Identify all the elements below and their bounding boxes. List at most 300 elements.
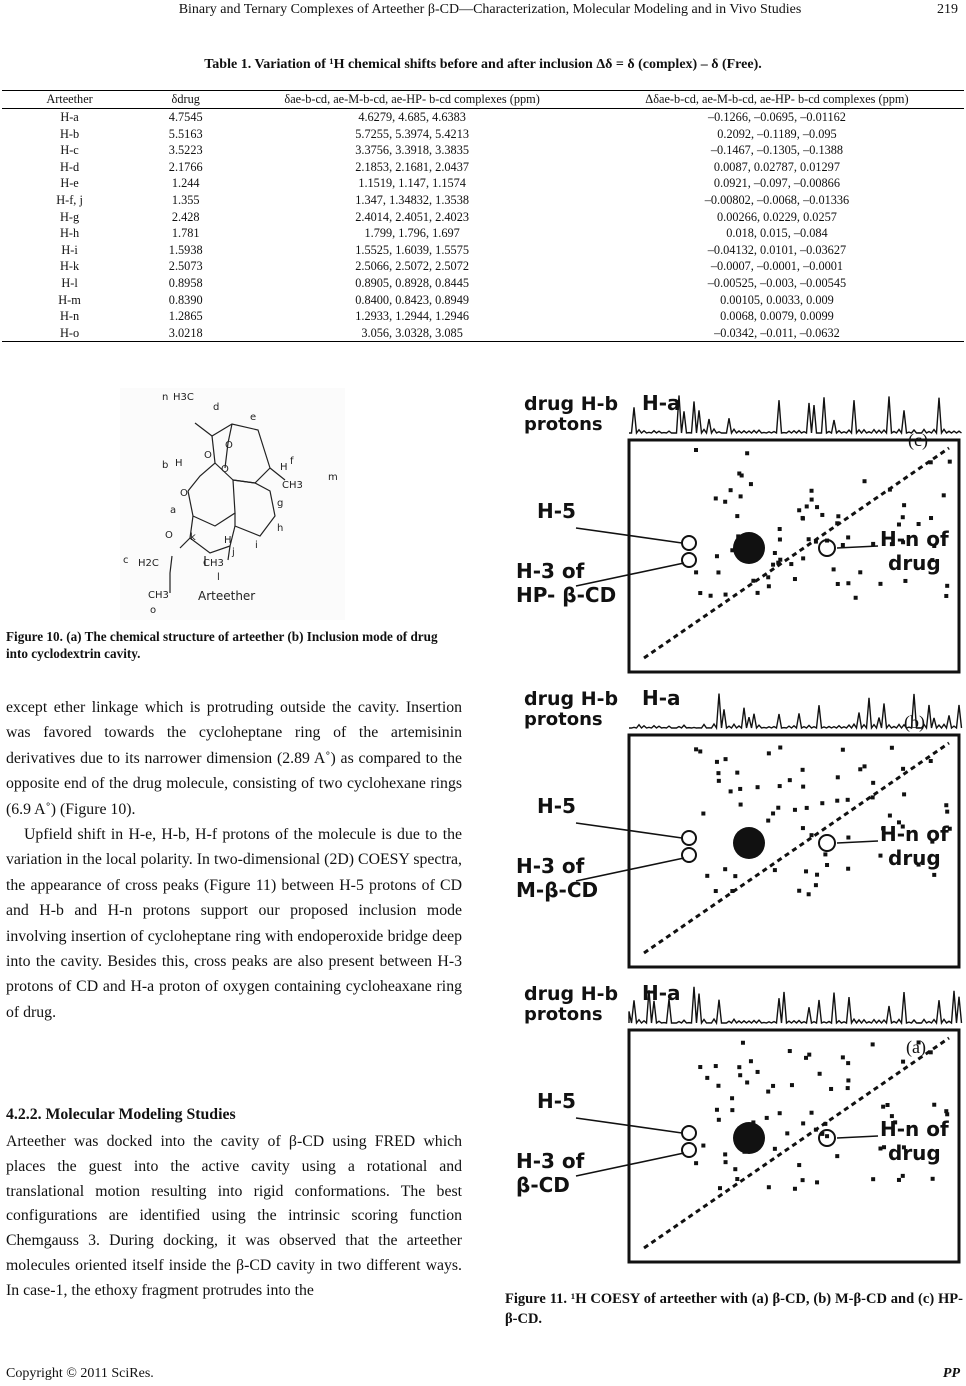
table-cell: 4.6279, 4.685, 4.6383 bbox=[358, 110, 466, 124]
cross-peak bbox=[815, 505, 819, 509]
central-peak bbox=[733, 827, 765, 859]
label-hn-drug: drug bbox=[888, 551, 941, 575]
cross-peak bbox=[730, 1108, 734, 1112]
page-footer bbox=[6, 1366, 960, 1382]
cross-peak bbox=[881, 1105, 885, 1109]
label-f: f bbox=[290, 456, 294, 467]
cross-peak bbox=[886, 1103, 890, 1107]
table-row bbox=[2, 258, 964, 275]
cross-peak bbox=[723, 867, 727, 871]
table-cell: H-m bbox=[58, 292, 81, 307]
cross-peak bbox=[863, 479, 867, 483]
cross-peak bbox=[701, 812, 705, 816]
cross-peak bbox=[846, 1061, 850, 1065]
cross-peak bbox=[846, 1086, 850, 1090]
cross-peak bbox=[805, 504, 809, 508]
label-a: a bbox=[170, 505, 177, 516]
cross-peak bbox=[945, 584, 949, 588]
cross-peak bbox=[776, 806, 780, 810]
cross-peak bbox=[932, 1103, 936, 1107]
label-protons: protons bbox=[524, 414, 603, 435]
table-cell: 1.2933, 1.2944, 1.2946 bbox=[355, 309, 469, 324]
cross-peak bbox=[815, 873, 819, 877]
cross-peak bbox=[801, 1178, 805, 1182]
cross-peak bbox=[735, 514, 739, 518]
table-cell: 0.8905, 0.8928, 0.8445 bbox=[355, 275, 469, 290]
cross-peak bbox=[717, 779, 721, 783]
table-cell: 3.3756, 3.3918, 3.3835 bbox=[355, 143, 469, 158]
cross-peak bbox=[737, 1065, 741, 1069]
cross-peak bbox=[944, 803, 948, 807]
cross-peak bbox=[917, 522, 921, 526]
label-hn-of: H-n of bbox=[880, 527, 949, 551]
cross-peak bbox=[716, 570, 720, 574]
cross-peak bbox=[854, 596, 858, 600]
cross-peak bbox=[929, 1050, 933, 1054]
cross-peak bbox=[814, 883, 818, 887]
label-ha: H-a bbox=[642, 981, 681, 1005]
cross-peak bbox=[810, 833, 814, 837]
cross-peak bbox=[823, 852, 827, 856]
label-e: e bbox=[250, 412, 257, 423]
label-h5: H-5 bbox=[537, 499, 576, 523]
table-cell: 0.0068, 0.0079, 0.0099 bbox=[720, 309, 834, 324]
header-delta-complexes: δae-b-cd, ae-M-b-cd, ae-HP- b-cd complexes (ppm) bbox=[234, 91, 590, 109]
table-cell: 1.347, 1.34832, 1.3538 bbox=[355, 192, 469, 207]
cross-peak bbox=[788, 1049, 792, 1053]
central-peak bbox=[733, 532, 765, 564]
cross-peak bbox=[836, 775, 840, 779]
cross-peak bbox=[737, 471, 741, 475]
cross-peak bbox=[739, 494, 743, 498]
header-arteether: Arteether bbox=[2, 91, 137, 109]
cross-peak bbox=[716, 771, 720, 775]
table-cell: H-d bbox=[59, 159, 80, 174]
table-row bbox=[2, 175, 964, 192]
label-n: n bbox=[162, 392, 169, 403]
paragraph-2: Upfield shift in H-e, H-b, H-f protons of the molecule is due to the variation in the local polarity. In two-dimensional (2D) COESY spectra, the appearance of cross peaks (Figure 11) between H-5 protons of CD and H-b and H-n protons support our proposed inclusion mode involving insertion of cycloheptane ring with endoperoxide bridge deep into the cavity. Besides this, cross peaks are also present between H-3 protons of CD and H-a proton of oxygen containing cycloheaxane ring of drug. bbox=[6, 826, 462, 1021]
cross-peak bbox=[801, 826, 805, 830]
cross-peak bbox=[778, 527, 782, 531]
cross-peak bbox=[705, 874, 709, 878]
table-row bbox=[2, 192, 964, 209]
paragraph-1: except ether linkage which is protruding outside the cavity. Insertion was favored towards the cycloheptane ring of the artemisinin derivatives due to its narrower dimension (2.89 A˚) as compared to the opposite end of the drug molecule, consisting of two cyclohexane rings (6.9 A˚) (Figure 10). bbox=[6, 699, 462, 818]
cross-peak bbox=[778, 784, 782, 788]
label-hn-of: H-n of bbox=[880, 1117, 949, 1141]
table-cell: 1.5525, 1.6039, 1.5575 bbox=[355, 242, 469, 257]
label-cd: HP- β-CD bbox=[516, 583, 617, 607]
cross-peak bbox=[878, 854, 882, 858]
cross-peak bbox=[715, 1108, 719, 1112]
body-text-left-2 bbox=[6, 1130, 462, 1304]
cross-peak bbox=[846, 836, 850, 840]
panel-letter: (b) bbox=[904, 712, 925, 732]
cross-peak bbox=[888, 488, 892, 492]
cross-peak bbox=[793, 1187, 797, 1191]
cross-peak bbox=[871, 1177, 875, 1181]
cross-peak bbox=[756, 1070, 760, 1074]
table-row bbox=[2, 209, 964, 226]
table-cell: 3.0218 bbox=[137, 325, 234, 342]
table-cell: H-o bbox=[2, 325, 137, 342]
cross-peak bbox=[829, 1087, 833, 1091]
label-cd: β-CD bbox=[516, 1173, 570, 1197]
cross-peak bbox=[733, 874, 737, 878]
table-1 bbox=[2, 90, 964, 342]
running-title: Binary and Ternary Complexes of Arteether β-CD—Characterization, Molecular Modeling and in Vivo Studies bbox=[178, 2, 802, 17]
table-cell: 3.5223 bbox=[168, 143, 203, 158]
cross-peak bbox=[756, 591, 760, 595]
cross-peak bbox=[820, 801, 824, 805]
cross-peak bbox=[807, 892, 811, 896]
table-cell: 0.8958 bbox=[168, 275, 203, 290]
cross-peak bbox=[714, 889, 718, 893]
cross-peak bbox=[715, 760, 719, 764]
label-ch3-m: CH3 bbox=[282, 480, 303, 491]
cross-peak bbox=[846, 798, 850, 802]
cross-peak bbox=[814, 540, 818, 544]
label-h5: H-5 bbox=[537, 1089, 576, 1113]
cross-peak bbox=[871, 795, 875, 799]
label-g: g bbox=[277, 498, 284, 509]
cross-peak bbox=[749, 1059, 753, 1063]
label-l: l bbox=[217, 572, 220, 583]
label-h-j: H bbox=[224, 535, 232, 546]
table-row bbox=[2, 225, 964, 242]
cross-peak bbox=[698, 1065, 702, 1069]
table-cell: –0.0342, –0.011, –0.0632 bbox=[590, 325, 964, 342]
cross-peak bbox=[815, 1180, 819, 1184]
cross-peak bbox=[841, 1055, 845, 1059]
table-cell: 2.5066, 2.5072, 2.5072 bbox=[355, 259, 469, 274]
cross-peak bbox=[863, 764, 867, 768]
cross-peak bbox=[902, 503, 906, 507]
cross-peak bbox=[846, 1078, 850, 1082]
label-h3c: H3C bbox=[173, 392, 194, 403]
table-cell: 5.5163 bbox=[168, 126, 203, 141]
table-row bbox=[2, 308, 964, 325]
label-drug-hb: drug H-b bbox=[524, 983, 619, 1005]
table-cell: –0.00802, –0.0068, –0.01336 bbox=[704, 192, 850, 207]
cross-peak bbox=[801, 516, 805, 520]
label-ha: H-a bbox=[642, 686, 681, 710]
cross-peak bbox=[785, 1131, 789, 1135]
table-cell: H-c bbox=[60, 143, 79, 158]
table-cell: 0.00266, 0.0229, 0.0257 bbox=[717, 209, 837, 224]
table-cell: H-i bbox=[61, 242, 78, 257]
cross-peak bbox=[723, 1152, 727, 1156]
cross-peak bbox=[724, 593, 728, 597]
cross-peak bbox=[832, 567, 836, 571]
cross-peak bbox=[767, 584, 771, 588]
cross-peak bbox=[814, 1128, 818, 1132]
cross-peak bbox=[878, 1147, 882, 1151]
table-cell: 1.5938 bbox=[168, 242, 203, 257]
label-ch3-l: CH3 bbox=[203, 558, 224, 569]
cross-peak bbox=[929, 516, 933, 520]
cross-peak bbox=[944, 1109, 948, 1113]
table-cell: 2.1853, 2.1681, 2.0437 bbox=[355, 159, 469, 174]
cross-peak bbox=[788, 778, 792, 782]
cross-peak bbox=[738, 1073, 742, 1077]
table-row bbox=[2, 109, 964, 126]
panel-letter: (c) bbox=[908, 430, 928, 450]
copyright-text: Copyright © 2011 SciRes. bbox=[6, 1366, 154, 1381]
cross-peak bbox=[745, 1080, 749, 1084]
page-number: 219 bbox=[937, 2, 958, 17]
cross-peak bbox=[738, 787, 742, 791]
cross-peak bbox=[735, 771, 739, 775]
cross-peak bbox=[797, 889, 801, 893]
cross-peak bbox=[723, 500, 727, 504]
label-ch3-o: CH3 bbox=[148, 590, 169, 601]
cross-peak bbox=[810, 498, 814, 502]
cross-peak bbox=[878, 582, 882, 586]
cross-peak bbox=[835, 521, 839, 525]
cross-peak bbox=[701, 1144, 705, 1148]
table-row bbox=[2, 126, 964, 143]
cross-peak bbox=[729, 488, 733, 492]
cross-peak bbox=[797, 1163, 801, 1167]
table-cell: 2.428 bbox=[171, 209, 200, 224]
label-o3: O bbox=[221, 464, 229, 475]
label-h3-of: H-3 of bbox=[516, 1149, 585, 1173]
table-cell: 0.00105, 0.0033, 0.009 bbox=[720, 292, 834, 307]
label-o5: O bbox=[165, 530, 173, 541]
table-cell: H-g bbox=[59, 209, 80, 224]
cross-peak bbox=[944, 594, 948, 598]
label-h: h bbox=[277, 523, 284, 534]
cross-peak bbox=[771, 1084, 775, 1088]
table-cell: H-n bbox=[59, 309, 80, 324]
label-c: c bbox=[123, 555, 129, 566]
cross-peak bbox=[931, 1177, 935, 1181]
cross-peak bbox=[766, 575, 770, 579]
label-m: m bbox=[328, 472, 338, 483]
journal-abbrev: PP bbox=[942, 1366, 960, 1381]
table-cell: H-e bbox=[60, 176, 79, 191]
table-cell: 2.5073 bbox=[168, 259, 203, 274]
cross-peak bbox=[765, 1116, 769, 1120]
table-cell: H-b bbox=[59, 126, 80, 141]
cosy-panel bbox=[516, 686, 962, 967]
table-cell: 0.018, 0.015, –0.084 bbox=[726, 226, 828, 241]
panel-letter: (a) bbox=[906, 1037, 926, 1057]
cross-peak bbox=[882, 1145, 886, 1149]
cross-peak bbox=[901, 1060, 905, 1064]
cross-peak bbox=[705, 1076, 709, 1080]
cross-peak bbox=[789, 562, 793, 566]
cross-peak bbox=[771, 563, 775, 567]
label-ha: H-a bbox=[642, 391, 681, 415]
table-caption: Table 1. Variation of ¹H chemical shifts before and after inclusion Δδ = δ (complex) – δ (Free). bbox=[204, 57, 762, 72]
cross-peak bbox=[820, 513, 824, 517]
cross-peak bbox=[767, 1185, 771, 1189]
cross-peak bbox=[903, 579, 907, 583]
header-delta-drug: δdrug bbox=[137, 91, 234, 109]
table-cell: 0.8390 bbox=[168, 292, 203, 307]
cross-peak bbox=[846, 581, 850, 585]
figure-11-caption: Figure 11. ¹H COESY of arteether with (a) β-CD, (b) M-β-CD and (c) HP-β-CD. bbox=[505, 1291, 963, 1327]
table-cell: 1.799, 1.796, 1.697 bbox=[364, 226, 460, 241]
central-peak bbox=[733, 1122, 765, 1154]
cross-peak bbox=[932, 873, 936, 877]
cross-peak bbox=[801, 768, 805, 772]
table-cell: 1.1519, 1.147, 1.1574 bbox=[358, 176, 466, 191]
cross-peak bbox=[714, 496, 718, 500]
cross-peak bbox=[724, 1160, 728, 1164]
label-h2c: H2C bbox=[138, 558, 159, 569]
table-cell: –0.1266, –0.0695, –0.01162 bbox=[708, 110, 846, 124]
cosy-panel bbox=[516, 391, 962, 672]
cross-peak bbox=[897, 522, 901, 526]
label-protons: protons bbox=[524, 709, 603, 730]
cross-peak bbox=[942, 493, 946, 497]
section-heading-molecular-modeling: 4.2.2. Molecular Modeling Studies bbox=[6, 1106, 236, 1123]
cross-peak bbox=[793, 577, 797, 581]
cross-peak bbox=[871, 781, 875, 785]
paragraph-3: Arteether was docked into the cavity of β-CD using FRED which places the guest into the active cavity using a rotational and translational motion resulting into rigid conformations. The best configurations are identified using the intrinsic scoring function Chemgauss 3. During docking, it was observed that the arteether molecules oriented itself inside the β-CD cavity in two different ways. In case-1, the ethoxy fragment protrudes into the bbox=[6, 1133, 462, 1299]
cross-peak bbox=[741, 1041, 745, 1045]
cross-peak bbox=[825, 863, 829, 867]
label-h3-of: H-3 of bbox=[516, 854, 585, 878]
cross-peak bbox=[694, 448, 698, 452]
cross-peak bbox=[846, 867, 850, 871]
table-cell: H-l bbox=[61, 275, 78, 290]
label-h-f: H bbox=[280, 462, 288, 473]
label-h5: H-5 bbox=[537, 794, 576, 818]
table-row bbox=[2, 292, 964, 309]
cross-peak bbox=[766, 1090, 770, 1094]
cross-peak bbox=[717, 1118, 721, 1122]
cross-peak bbox=[793, 808, 797, 812]
cross-peak bbox=[929, 759, 933, 763]
cross-peak bbox=[778, 1111, 782, 1115]
cross-peak bbox=[797, 508, 801, 512]
table-cell: 2.1766 bbox=[168, 159, 203, 174]
label-b: b bbox=[162, 460, 169, 471]
cross-peak bbox=[807, 1053, 811, 1057]
cross-peak bbox=[804, 869, 808, 873]
cross-peak bbox=[714, 1064, 718, 1068]
label-o: o bbox=[150, 605, 157, 616]
cross-peak bbox=[694, 570, 698, 574]
cross-peak bbox=[871, 542, 875, 546]
table-cell: 0.2092, –0.1189, –0.095 bbox=[717, 126, 837, 141]
cross-peak bbox=[801, 785, 805, 789]
label-protons: protons bbox=[524, 1004, 603, 1025]
table-cell: –0.1467, –0.1305, –0.1388 bbox=[710, 143, 844, 158]
table-cell: H-f, j bbox=[56, 192, 83, 207]
label-hn-of: H-n of bbox=[880, 822, 949, 846]
cross-peak bbox=[773, 868, 777, 872]
label-o2: O bbox=[204, 450, 212, 461]
cross-peak bbox=[902, 792, 906, 796]
cross-peak bbox=[807, 537, 811, 541]
label-drug-hb: drug H-b bbox=[524, 688, 619, 710]
cross-peak bbox=[790, 1083, 794, 1087]
label-h-b: H bbox=[175, 458, 183, 469]
table-cell: H-a bbox=[60, 110, 79, 124]
cross-peak bbox=[767, 751, 771, 755]
body-text-left bbox=[6, 695, 462, 1025]
cross-peak bbox=[823, 1122, 827, 1126]
cross-peak bbox=[835, 799, 839, 803]
cross-peak bbox=[778, 537, 782, 541]
cross-peak bbox=[901, 515, 905, 519]
label-arteether: Arteether bbox=[198, 589, 256, 603]
cross-peak bbox=[858, 570, 862, 574]
table-row bbox=[2, 142, 964, 159]
cross-peak bbox=[773, 1147, 777, 1151]
cross-peak bbox=[745, 451, 749, 455]
label-o4: O bbox=[180, 488, 188, 499]
label-drug-hb: drug H-b bbox=[524, 393, 619, 415]
table-cell: 5.7255, 5.3974, 5.4213 bbox=[355, 126, 469, 141]
label-d: d bbox=[213, 402, 220, 413]
table-header-row bbox=[2, 91, 964, 109]
table-row bbox=[2, 275, 964, 292]
cross-peak bbox=[890, 746, 894, 750]
cross-peak bbox=[841, 543, 845, 547]
cross-peak bbox=[929, 460, 933, 464]
cross-peak bbox=[735, 1177, 739, 1181]
figure-10-caption: Figure 10. (a) The chemical structure of arteether (b) Inclusion mode of drug into cyclodextrin cavity. bbox=[6, 629, 438, 661]
cross-peak bbox=[730, 889, 734, 893]
cross-peak bbox=[836, 582, 840, 586]
label-hn-drug: drug bbox=[888, 1141, 941, 1165]
cross-peak bbox=[818, 1072, 822, 1076]
cross-peak bbox=[778, 746, 782, 750]
label-k: k bbox=[190, 532, 196, 543]
table-cell: –0.00525, –0.003, –0.00545 bbox=[707, 275, 847, 290]
cross-peak bbox=[948, 460, 952, 464]
cross-peak bbox=[897, 1178, 901, 1182]
table-cell: –0.0007, –0.0001, –0.0001 bbox=[710, 259, 844, 274]
cross-peak bbox=[739, 803, 743, 807]
table-cell: 1.244 bbox=[171, 176, 200, 191]
table-row bbox=[2, 159, 964, 176]
cross-peak bbox=[694, 1161, 698, 1165]
chemical-shift-table bbox=[2, 90, 964, 342]
cross-peak bbox=[801, 556, 805, 560]
cross-peak bbox=[810, 1111, 814, 1115]
cross-peak bbox=[733, 1167, 737, 1171]
table-cell: 0.8400, 0.8423, 0.8949 bbox=[355, 292, 469, 307]
cross-peak bbox=[901, 1174, 905, 1178]
cross-peak bbox=[715, 554, 719, 558]
cross-peak bbox=[836, 514, 840, 518]
cross-peak bbox=[771, 811, 775, 815]
table-cell: 4.7545 bbox=[168, 110, 203, 124]
label-o1: O bbox=[225, 440, 233, 451]
table-cell: 1.355 bbox=[171, 192, 200, 207]
cross-peak bbox=[724, 757, 728, 761]
cross-peak bbox=[718, 1186, 722, 1190]
cross-peak bbox=[805, 806, 809, 810]
cross-peak bbox=[801, 1121, 805, 1125]
cross-peak bbox=[846, 535, 850, 539]
cross-peak bbox=[730, 1096, 734, 1100]
cross-peak bbox=[698, 591, 702, 595]
label-h3-of: H-3 of bbox=[516, 559, 585, 583]
table-row bbox=[2, 242, 964, 259]
cosy-spectra-figure bbox=[494, 388, 964, 1268]
table-cell: –0.04132, 0.0101, –0.03627 bbox=[707, 242, 847, 257]
header-delta-delta: Δδae-b-cd, ae-M-b-cd, ae-HP- b-cd complexes (ppm) bbox=[590, 91, 964, 109]
cross-peak bbox=[694, 747, 698, 751]
cross-peak bbox=[858, 767, 862, 771]
